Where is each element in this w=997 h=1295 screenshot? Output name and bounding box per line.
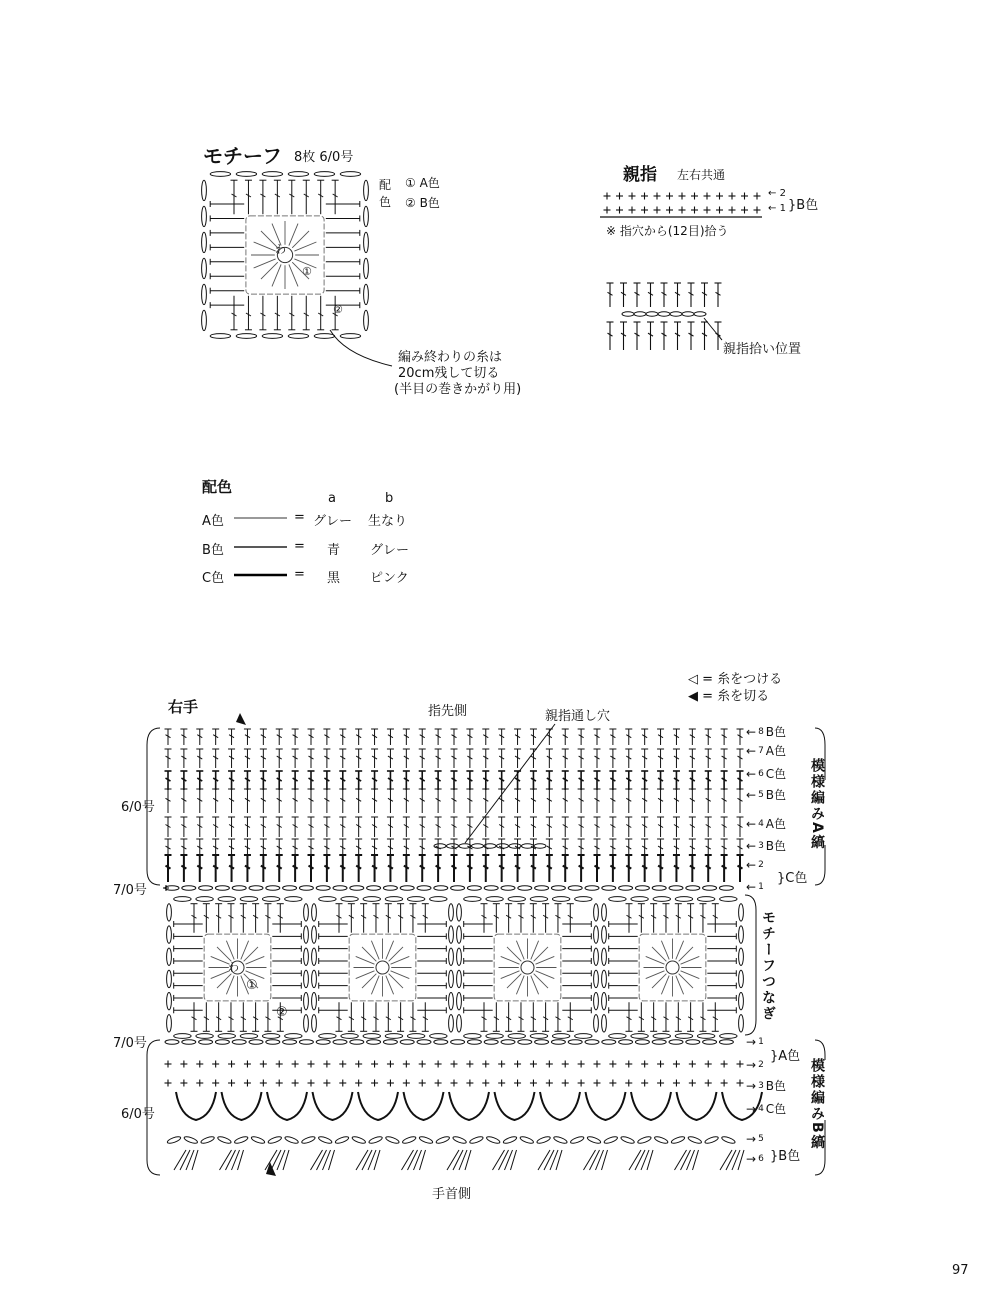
thumb-diagram [600,193,762,351]
thumb-row2-number: ← 2 [768,188,786,199]
thumb-row1-number: ← 1 [768,203,786,214]
thumb-title: 親指 [623,165,657,185]
top-side-label: 指先側 [428,704,468,719]
color-row-a: 青 [327,543,341,558]
section-a-label: 模様編みA縞 [809,758,825,851]
rows-a-group-color: }C色 [777,871,808,886]
color-row-b: ピンク [370,571,409,586]
section-motif-label: モチーフつなぎ [760,910,776,1022]
bottom-side-label: 手首側 [432,1187,472,1202]
row-label-a: ← 1 [746,880,764,894]
color-row-label: A色 [202,514,224,529]
motif-center-mark: わ [275,243,286,256]
colors-col-b: b [385,491,394,506]
row-label-b: → 3 B色 [746,1078,787,1093]
motif-note-line3: (半目の巻きかがり用) [394,382,522,397]
main-chart [147,713,825,1176]
main-motif-round1: ① [246,978,258,993]
color-row-eq: = [294,510,305,525]
color-lines [234,518,287,575]
row-label-a: ← 2 [746,858,764,872]
motif-note-line1: 編み終わりの糸は [398,350,503,365]
colors-col-a: a [328,491,336,506]
row-label-a: ← 8 B色 [746,724,787,739]
main-motif-center: わ [228,961,239,974]
hook-size-b: 7/0号 [113,883,147,898]
motif-key-label-1: 配 [379,178,392,192]
motif-subtitle: 8枚 6/0号 [294,150,354,165]
row-label-b: → 4 C色 [746,1101,787,1116]
row-label-b: → 1 [746,1035,764,1049]
thumb-note: ※ 指穴から(12目)拾う [606,224,729,238]
row-label-a: ← 5 B色 [746,787,787,802]
colors-title: 配色 [202,478,233,496]
color-row-b: 生なり [368,514,408,529]
color-row-a: グレー [313,514,353,529]
motif-key-2: ② B色 [405,196,440,210]
thumb-row-color: }B色 [788,198,819,213]
color-row-label: C色 [202,571,225,586]
color-row-a: 黒 [327,571,341,586]
hook-size-c: 7/0号 [113,1036,147,1051]
motif-key-label-2: 色 [379,195,392,209]
color-row-b: グレー [370,543,410,558]
page-number: 97 [952,1263,969,1278]
hook-size-a: 6/0号 [121,800,155,815]
row-label-b: → 6 [746,1152,764,1166]
thumb-hole-label: 親指通し穴 [545,709,611,724]
thumb-pickup-label: 親指拾い位置 [723,342,802,357]
color-row-label: B色 [202,543,224,558]
motif-round1-mark: ① [302,265,312,278]
row-label-a: ← 6 C色 [746,766,787,781]
motif-round2-mark: ② [333,303,343,316]
rows-b-group1-color: }A色 [770,1049,801,1064]
motif-title: モチーフ [203,144,282,168]
thumb-subtitle: 左右共通 [677,168,726,182]
hook-size-d: 6/0号 [121,1107,155,1122]
row-label-a: ← 4 A色 [746,816,787,831]
motif-note-line2: 20cm残して切る [398,366,500,381]
row-label-a: ← 7 A色 [746,743,787,758]
row-label-b: → 2 [746,1058,764,1072]
section-b-label: 模様編みB縞 [809,1058,825,1151]
row-label-b: → 5 [746,1132,764,1146]
color-row-eq: = [294,539,305,554]
row-label-a: ← 3 B色 [746,838,787,853]
main-motif-round2: ② [276,1005,288,1020]
legend-cut: ◀ = 糸を切る [688,689,770,704]
color-row-eq: = [294,567,305,582]
main-title: 右手 [168,698,199,716]
rows-b-group2-color: }B色 [770,1149,801,1164]
motif-diagram [202,172,392,366]
legend-attach: ◁ = 糸をつける [688,672,783,687]
motif-key-1: ① A色 [405,176,440,190]
